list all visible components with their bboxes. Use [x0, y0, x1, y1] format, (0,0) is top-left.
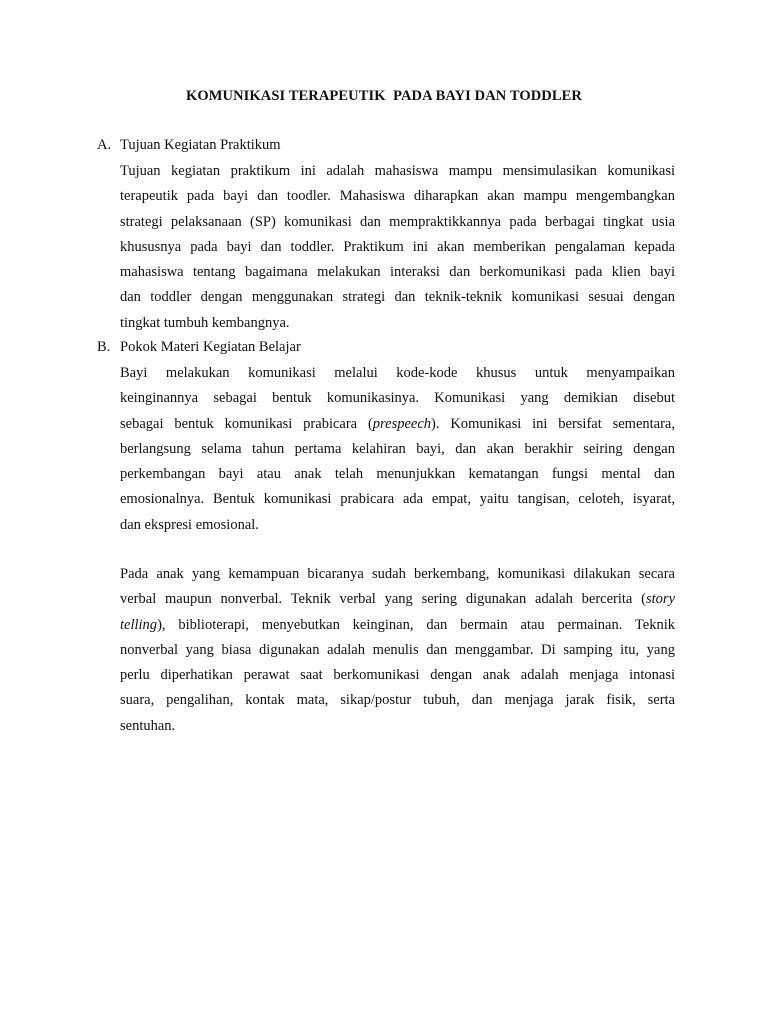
line-segment: ), biblioterapi, menyebutkan keinginan, dan bermain atau permainan. Teknik	[157, 616, 675, 633]
paragraph-line: nonverbal yang biasa digunakan adalah menulis dan menggambar. Di samping itu, yang	[120, 641, 675, 658]
paragraph-line: tingkat tumbuh kembangnya.	[120, 314, 290, 331]
paragraph-line	[120, 587, 675, 612]
paragraph-line	[120, 613, 675, 638]
line-segment: ). Komunikasi ini bersifat sementara,	[431, 415, 675, 432]
line-segment: sebagai bentuk komunikasi prabicara (	[120, 415, 373, 432]
italic-term-prespeech: prespeech	[372, 415, 432, 432]
section-a-heading	[97, 137, 281, 154]
line-segment: verbal maupun nonverbal. Teknik verbal yang sering digunakan adalah bercerita (	[120, 591, 646, 608]
paragraph-line: khususnya pada bayi dan toddler. Praktikum ini akan memberikan pengalaman kepada	[120, 238, 675, 255]
paragraph-line: dan ekspresi emosional.	[120, 516, 259, 533]
paragraph-line: sentuhan.	[120, 717, 176, 734]
italic-term-telling: telling	[120, 616, 158, 633]
paragraph-line: suara, pengalihan, kontak mata, sikap/postur tubuh, dan menjaga jarak fisik, serta	[120, 692, 675, 709]
paragraph-line: keinginannya sebagai bentuk komunikasinya. Komunikasi yang demikian disebut	[120, 390, 675, 407]
paragraph-line: dan toddler dengan menggunakan strategi dan teknik-teknik komunikasi sesuai dengan	[120, 289, 675, 306]
paragraph-line: strategi pelaksanaan (SP) komunikasi dan mempraktikkannya pada berbagai tingkat usia	[120, 213, 675, 230]
section-a-title: Tujuan Kegiatan Praktikum	[120, 137, 281, 153]
paragraph-line: emosionalnya. Bentuk komunikasi prabicara ada empat, yaitu tangisan, celoteh, isyarat,	[120, 491, 675, 508]
section-a-paragraph	[120, 159, 675, 336]
document-title: KOMUNIKASI TERAPEUTIK PADA BAYI DAN TODDLER	[186, 88, 582, 104]
paragraph-line: Pada anak yang kemampuan bicaranya sudah berkembang, komunikasi dilakukan secara	[120, 566, 675, 582]
italic-term-story: story	[646, 591, 675, 608]
paragraph-line: Tujuan kegiatan praktikum ini adalah mahasiswa mampu mensimulasikan komunikasi	[120, 163, 675, 179]
paragraph-line	[120, 412, 675, 437]
section-b-title: Pokok Materi Kegiatan Belajar	[120, 339, 301, 355]
paragraph-line: berlangsung selama tahun pertama kelahiran bayi, dan akan berakhir seiring dengan	[120, 440, 675, 457]
section-b-heading	[97, 339, 301, 356]
paragraph-line: perkembangan bayi atau anak telah menunjukkan kematangan fungsi mental dan	[120, 466, 675, 483]
section-b-marker: B.	[97, 339, 111, 355]
section-a-marker: A.	[97, 137, 112, 153]
section-b-paragraph-2	[120, 562, 675, 739]
paragraph-line: terapeutik pada bayi dan toodler. Mahasiswa diharapkan akan mampu mengembangkan	[120, 188, 675, 205]
paragraph-line: Bayi melakukan komunikasi melalui kode-kode khusus untuk menyampaikan	[120, 365, 675, 381]
paragraph-line: perlu diperhatikan perawat saat berkomunikasi dengan anak adalah menjaga intonasi	[120, 667, 675, 684]
section-b-paragraph-1	[120, 361, 675, 538]
paragraph-line: mahasiswa tentang bagaimana melakukan interaksi dan berkomunikasi pada klien bayi	[120, 264, 675, 281]
